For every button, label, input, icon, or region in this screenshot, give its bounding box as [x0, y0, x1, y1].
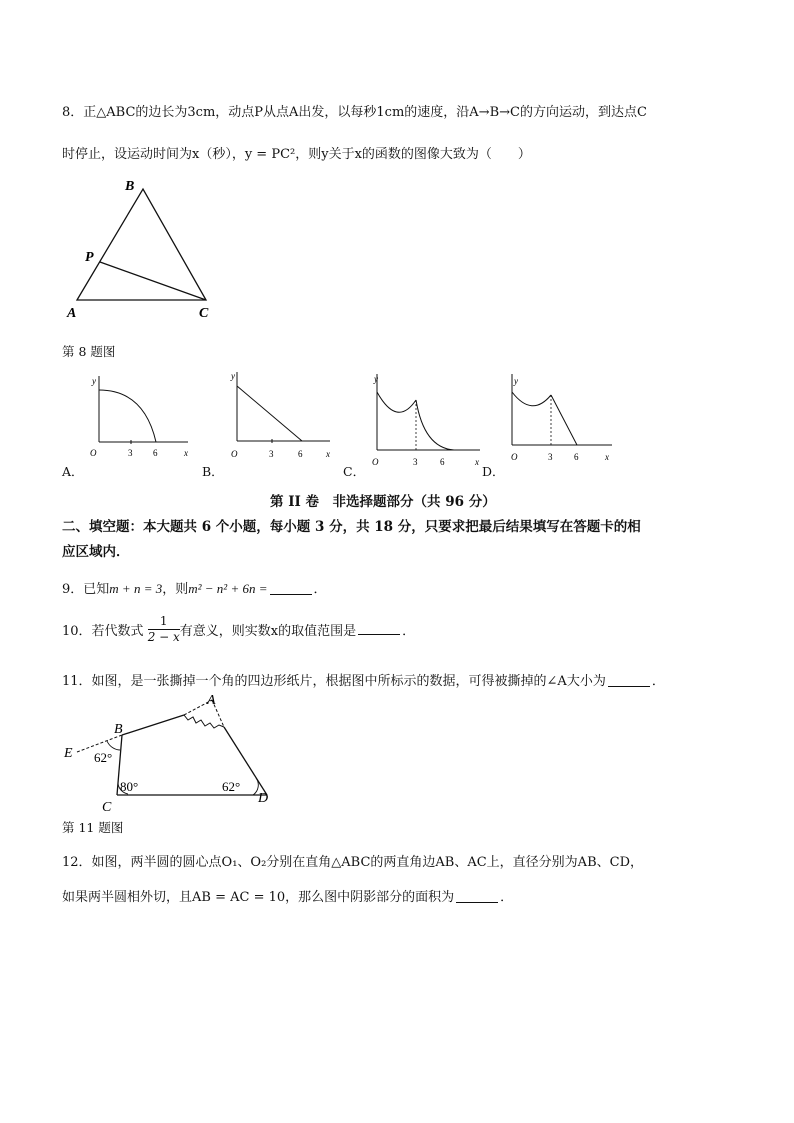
opt-a-t3: 3	[128, 448, 133, 458]
q11-label-b: B	[114, 722, 123, 737]
q9-end: ．	[313, 582, 327, 597]
opt-c-o: O	[372, 457, 379, 467]
q9-answer-blank[interactable]	[270, 582, 312, 595]
section2-instr-line1: 二、填空题：本大题共 6 个小题，每小题 3 分，共 18 分，只要求把最后结果填写在答题卡的相	[62, 519, 641, 535]
q11-angle-c: 80°	[120, 779, 139, 794]
q8-label-b: B	[125, 179, 135, 194]
option-d-graph	[500, 368, 618, 468]
q8-label-p: P	[85, 250, 94, 265]
opt-c-t6: 6	[440, 457, 445, 467]
q10	[62, 614, 415, 645]
q12-line2	[62, 886, 513, 905]
opt-a-y: y	[92, 376, 96, 386]
q10-end: ．	[402, 624, 416, 639]
q11-label-e: E	[64, 746, 73, 761]
opt-b-o: O	[231, 449, 238, 459]
q8-triangle-figure	[62, 175, 222, 325]
option-c-label: C．	[343, 464, 366, 479]
q8-label-c: C	[199, 306, 209, 321]
section2-instr-line2: 应区域内．	[62, 544, 130, 560]
opt-b-y: y	[231, 371, 235, 381]
q9-expr2: m² − n² + 6n =	[188, 581, 268, 596]
q11-end: ．	[651, 674, 665, 689]
q11-answer-blank[interactable]	[608, 674, 650, 687]
section2-title: 第 II 卷 非选择题部分（共 96 分）	[270, 494, 496, 510]
q12-line1: 12．如图，两半圆的圆心点O₁、O₂分别在直角△ABC的两直角边AB、AC上，直径分别为AB、CD，	[62, 855, 643, 870]
option-a-label: A．	[62, 464, 84, 479]
opt-d-o: O	[511, 452, 518, 462]
q8-fig-caption: 第 8 题图	[62, 344, 116, 359]
q11-label-a: A	[207, 693, 216, 708]
q12-line2-body: 如果两半圆相外切，且AB = AC = 10，那么图中阴影部分的面积为	[62, 890, 455, 905]
opt-d-t6: 6	[574, 452, 579, 462]
q10-pre: 10．若代数式	[62, 624, 144, 639]
q11-angle-b: 62°	[94, 750, 113, 765]
q10-fraction-den: 2 − x	[147, 630, 180, 644]
opt-c-x: x	[475, 457, 479, 467]
q10-fraction-num: 1	[148, 614, 180, 630]
opt-d-y: y	[514, 376, 518, 386]
q12-answer-blank[interactable]	[456, 890, 498, 903]
q10-fraction	[148, 614, 180, 645]
option-c-graph	[362, 368, 487, 470]
option-b-graph	[222, 366, 337, 462]
q8-line1: 8．正△ABC的边长为3cm，动点P从点A出发，以每秒1cm的速度，沿A→B→C的方向运动，到达点C	[62, 105, 647, 120]
q9-mid: ，则	[162, 582, 189, 597]
q11-label-c: C	[102, 800, 112, 815]
q9-pre: 9．已知	[62, 582, 110, 597]
q8-label-a: A	[67, 306, 77, 321]
q12-end: ．	[500, 890, 514, 905]
option-d-label: D．	[482, 464, 505, 479]
opt-c-t3: 3	[413, 457, 418, 467]
q11-fig-caption: 第 11 题图	[62, 820, 124, 835]
opt-d-x: x	[605, 452, 609, 462]
q11-quadrilateral-figure	[62, 690, 282, 815]
opt-a-t6: 6	[153, 448, 158, 458]
q8-line2: 时停止，设运动时间为x（秒），y = PC²，则y关于x的函数的图像大致为（ ）	[62, 147, 531, 162]
option-a-graph	[84, 370, 194, 462]
opt-a-x: x	[184, 448, 188, 458]
opt-b-t6: 6	[298, 449, 303, 459]
q11-label-d: D	[258, 791, 269, 806]
q11-text	[62, 670, 665, 689]
q9-expr1: m + n = 3	[109, 581, 163, 596]
opt-a-o: O	[90, 448, 97, 458]
opt-b-x: x	[326, 449, 330, 459]
q10-answer-blank[interactable]	[358, 622, 400, 635]
q9	[62, 578, 327, 597]
q11-angle-d: 62°	[222, 779, 241, 794]
q11-text-body: 11．如图，是一张撕掉一个角的四边形纸片，根据图中所标示的数据，可得被撕掉的∠A大小为	[62, 674, 606, 689]
q10-post: 有意义，则实数x的取值范围是	[179, 624, 357, 639]
opt-d-t3: 3	[548, 452, 553, 462]
option-b-label: B．	[202, 464, 224, 479]
opt-c-y: y	[374, 374, 378, 384]
opt-b-t3: 3	[269, 449, 274, 459]
